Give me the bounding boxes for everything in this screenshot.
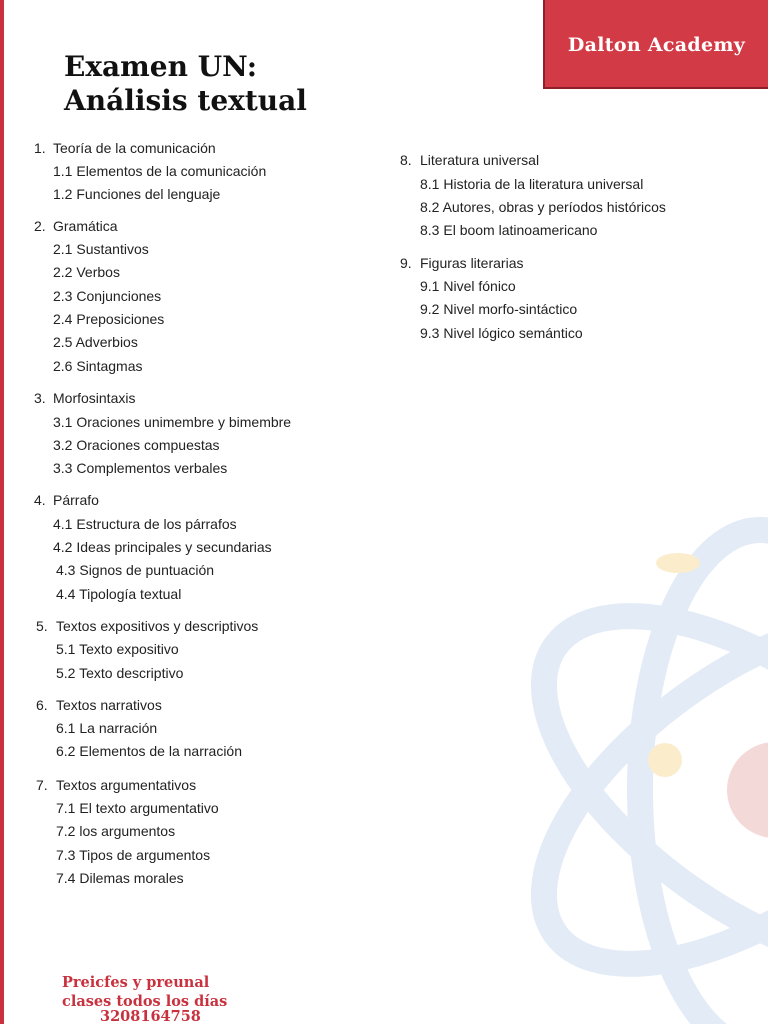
subtopic-item: 8.2 Autores, obras y períodos históricos: [420, 199, 666, 215]
subtopic-item: 7.2 los argumentos: [56, 823, 176, 839]
topic-heading: [36, 617, 258, 635]
subtopic-item: 5.1 Texto expositivo: [56, 641, 179, 657]
brand-banner: [543, 0, 768, 89]
subtopic-item: 6.1 La narración: [56, 720, 158, 736]
topic-label: Gramática: [53, 218, 118, 234]
atom-electron: [656, 553, 700, 573]
topic-heading: [34, 217, 118, 235]
atom-orbit: [486, 548, 768, 1024]
page-title-line-1: Examen UN:: [64, 50, 258, 83]
topic-number: 6.: [36, 697, 48, 713]
footer-promo-line-2: clases todos los días: [62, 993, 228, 1010]
topic-heading: [36, 776, 196, 794]
subtopic-item: 2.5 Adverbios: [53, 334, 138, 350]
atom-orbits: [486, 530, 768, 1024]
topic-heading: [34, 139, 216, 157]
topic-label: Textos argumentativos: [56, 777, 197, 793]
left-accent-bar: [0, 0, 4, 1024]
subtopic-item: 9.3 Nivel lógico semántico: [420, 325, 583, 341]
topic-heading: [36, 696, 162, 714]
footer-phone: 3208164758: [100, 1008, 201, 1024]
topic-heading: [34, 491, 99, 509]
topic-label: Párrafo: [53, 492, 99, 508]
topic-number: 5.: [36, 618, 48, 634]
subtopic-item: 5.2 Texto descriptivo: [56, 665, 184, 681]
topic-label: Textos expositivos y descriptivos: [56, 618, 259, 634]
subtopic-item: 2.2 Verbos: [53, 264, 120, 280]
subtopic-item: 8.3 El boom latinoamericano: [420, 222, 598, 238]
topic-heading: [34, 389, 135, 407]
subtopic-item: 3.1 Oraciones unimembre y bimembre: [53, 414, 292, 430]
topic-number: 2.: [34, 218, 46, 234]
topic-label: Teoría de la comunicación: [53, 140, 216, 156]
subtopic-item: 2.6 Sintagmas: [53, 358, 143, 374]
subtopic-item: 2.1 Sustantivos: [53, 241, 149, 257]
subtopic-item: 7.4 Dilemas morales: [56, 870, 184, 886]
page-title: [64, 50, 484, 118]
subtopic-item: 4.1 Estructura de los párrafos: [53, 516, 237, 532]
topic-number: 8.: [400, 152, 412, 168]
atom-electron: [648, 743, 682, 777]
topic-label: Morfosintaxis: [53, 390, 136, 406]
atom-orbit: [486, 548, 768, 1024]
topic-number: 4.: [34, 492, 46, 508]
subtopic-item: 4.3 Signos de puntuación: [56, 562, 215, 578]
footer-promo-line-1: Preicfes y preunal: [62, 974, 210, 991]
topic-heading: [400, 151, 539, 169]
subtopic-item: 3.2 Oraciones compuestas: [53, 437, 220, 453]
subtopic-item: 4.2 Ideas principales y secundarias: [53, 539, 272, 555]
subtopic-item: 1.2 Funciones del lenguaje: [53, 186, 221, 202]
topic-label: Literatura universal: [420, 152, 540, 168]
topic-number: 1.: [34, 140, 46, 156]
page-title-line-2: Análisis textual: [64, 84, 307, 117]
topic-label: Figuras literarias: [420, 255, 524, 271]
subtopic-item: 8.1 Historia de la literatura universal: [420, 176, 644, 192]
subtopic-item: 3.3 Complementos verbales: [53, 460, 228, 476]
topic-number: 7.: [36, 777, 48, 793]
brand-name: Dalton Academy: [567, 34, 746, 56]
subtopic-item: 7.3 Tipos de argumentos: [56, 847, 211, 863]
atom-orbit: [640, 530, 768, 1024]
subtopic-item: 9.1 Nivel fónico: [420, 278, 516, 294]
topic-label: Textos narrativos: [56, 697, 162, 713]
topic-number: 9.: [400, 255, 412, 271]
subtopic-item: 2.4 Preposiciones: [53, 311, 165, 327]
subtopic-item: 9.2 Nivel morfo-sintáctico: [420, 301, 578, 317]
subtopic-item: 1.1 Elementos de la comunicación: [53, 163, 267, 179]
topic-heading: [400, 254, 523, 272]
subtopic-item: 6.2 Elementos de la narración: [56, 743, 242, 759]
atom-nucleus: [727, 742, 768, 838]
subtopic-item: 7.1 El texto argumentativo: [56, 800, 219, 816]
topic-number: 3.: [34, 390, 46, 406]
subtopic-item: 2.3 Conjunciones: [53, 288, 162, 304]
subtopic-item: 4.4 Tipología textual: [56, 586, 182, 602]
